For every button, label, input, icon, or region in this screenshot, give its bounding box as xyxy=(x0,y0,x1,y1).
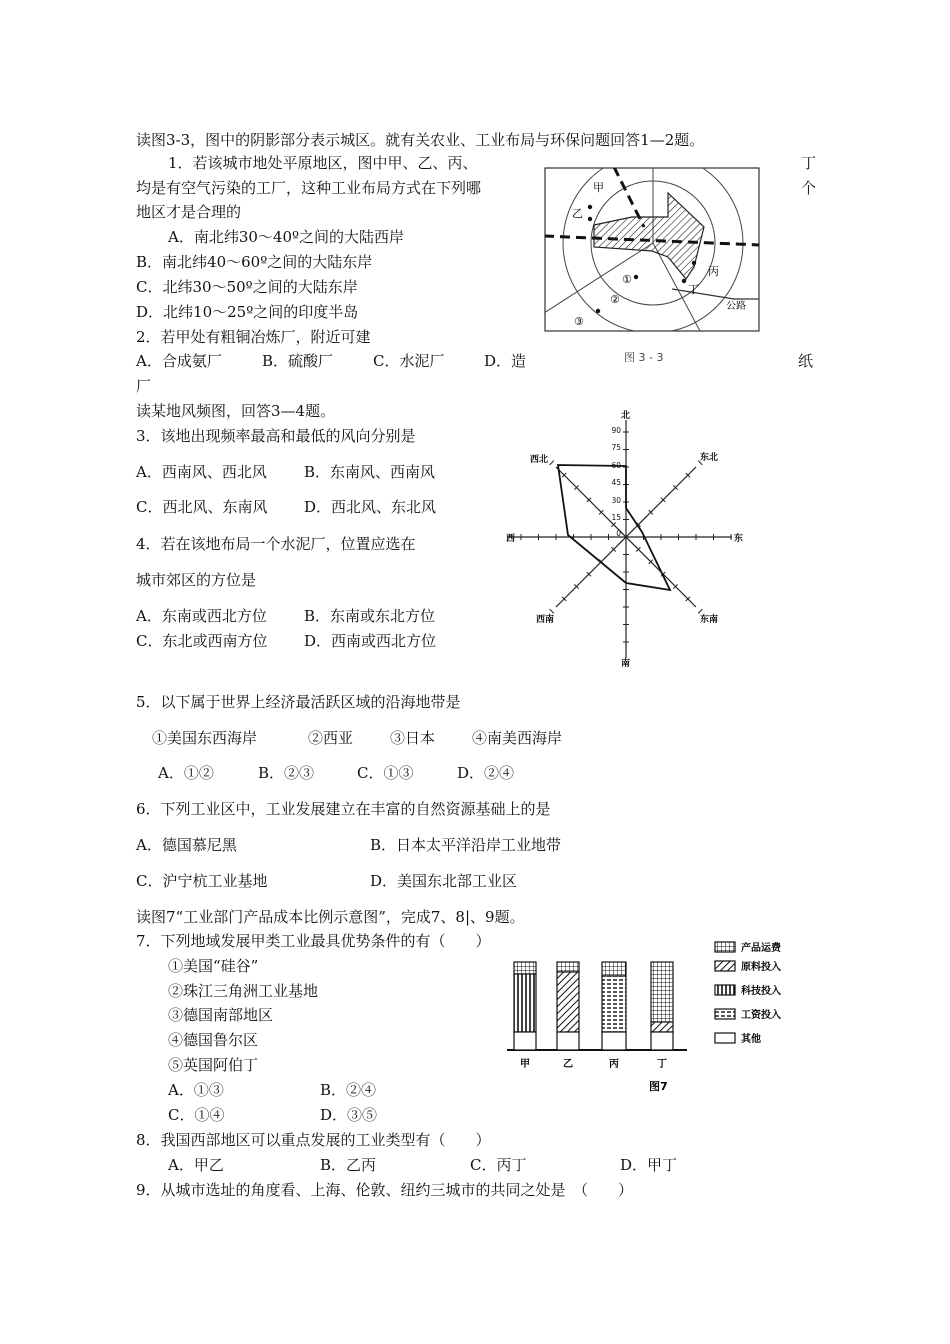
tick-label-0: 0 xyxy=(616,529,621,538)
q1-stem-line3: 地区才是合理的 xyxy=(136,203,242,221)
bar-label-bing: 丙 xyxy=(609,1059,619,1070)
label-bing: 丙 xyxy=(708,265,719,278)
q1-stem-line2-tail: 个 xyxy=(801,179,817,197)
tick-label-30: 30 xyxy=(611,496,621,505)
tick-label-45: 45 xyxy=(611,478,621,487)
q3-option-a: A．西南风、西北风 xyxy=(136,463,267,481)
bar-jia-segment xyxy=(514,962,536,974)
figure-7 xyxy=(505,938,805,1098)
q8-option-d: D．甲丁 xyxy=(620,1156,678,1174)
bar-yi-segment xyxy=(557,1032,579,1050)
legend-swatch-freight xyxy=(715,942,735,952)
q7-item-4: ④德国鲁尔区 xyxy=(168,1031,259,1049)
q5-option-a: A．①② xyxy=(158,764,214,782)
axis-tick xyxy=(550,609,554,613)
legend-label-freight: 产品运费 xyxy=(741,943,781,954)
figure-3-3-caption: 图 3 - 3 xyxy=(624,351,664,364)
intro-fig33: 读图3-3，图中的阴影部分表示城区。就有关农业、工业布局与环保问题回答1—2题。 xyxy=(136,131,705,149)
q3-option-c: C．西北风、东南风 xyxy=(136,498,268,516)
intro-windrose: 读某地风频图，回答3—4题。 xyxy=(136,402,336,420)
bar-bing-segment xyxy=(602,1032,626,1050)
q6-stem: 6．下列工业区中，工业发展建立在丰富的自然资源基础上的是 xyxy=(136,800,551,818)
legend-swatch-other xyxy=(715,1033,735,1043)
q4-stem-line1: 4．若在该地布局一个水泥厂，位置应选在 xyxy=(136,535,416,553)
tick-label-75: 75 xyxy=(611,443,621,452)
q1-option-a: A．南北纬30～40º之间的大陆西岸 xyxy=(168,228,405,246)
q1-option-b: B．南北纬40～60º之间的大陆东岸 xyxy=(136,253,373,271)
tick-label-60: 60 xyxy=(611,461,621,470)
q7-item-2: ②珠江三角洲工业基地 xyxy=(168,982,319,1000)
q2-option-d-tail: 纸 xyxy=(798,352,814,370)
dir-southeast: 东南 xyxy=(700,615,719,625)
factory-dot xyxy=(682,279,686,283)
q7-option-d: D．③⑤ xyxy=(320,1106,378,1124)
q3-stem: 3．该地出现频率最高和最低的风向分别是 xyxy=(136,427,416,445)
q4-option-a: A．东南或西北方位 xyxy=(136,607,267,625)
q6-option-d: D．美国东北部工业区 xyxy=(370,872,518,890)
legend-swatch-raw-material xyxy=(715,961,735,971)
q2-option-b: B．硫酸厂 xyxy=(262,352,334,370)
factory-dot xyxy=(596,309,600,313)
q4-option-b: B．东南或东北方位 xyxy=(304,607,436,625)
bar-ding-segment xyxy=(651,1022,673,1032)
bar-yi-segment xyxy=(557,972,579,1032)
tick-label-90: 90 xyxy=(611,426,621,435)
bar-bing-segment xyxy=(602,962,626,976)
q4-stem-line2: 城市郊区的方位是 xyxy=(136,571,257,589)
factory-dot xyxy=(634,275,638,279)
q1-stem-line1-tail: 丁 xyxy=(801,154,817,172)
q5-option-d: D．②④ xyxy=(457,764,515,782)
q6-option-b: B．日本太平洋沿岸工业地带 xyxy=(370,836,562,854)
bar-bing-segment xyxy=(602,976,626,1032)
q2-option-d: D．造 xyxy=(484,352,527,370)
zone-1-label: ① xyxy=(622,273,632,286)
q9-stem: 9．从城市选址的角度看、上海、伦敦、纽约三城市的共同之处是 （ ） xyxy=(136,1181,634,1199)
q5-item-2: ②西亚 xyxy=(308,729,354,747)
dir-east: 东 xyxy=(734,534,744,544)
dir-southwest: 西南 xyxy=(536,615,555,625)
label-jia: 甲 xyxy=(593,181,604,194)
q5-option-b: B．②③ xyxy=(258,764,315,782)
dir-northeast: 东北 xyxy=(700,453,719,463)
tick-label-15: 15 xyxy=(611,513,621,522)
q7-option-a: A．①③ xyxy=(168,1081,224,1099)
q8-option-a: A．甲乙 xyxy=(168,1156,224,1174)
figure-3-3 xyxy=(544,167,760,367)
bar-jia-segment xyxy=(514,974,536,1032)
q5-stem: 5．以下属于世界上经济最活跃区域的沿海地带是 xyxy=(136,693,461,711)
bar-label-jia: 甲 xyxy=(520,1059,530,1070)
dir-west: 西 xyxy=(506,534,516,544)
q1-option-c: C．北纬30～50º之间的大陆东岸 xyxy=(136,278,358,296)
legend-label-other: 其他 xyxy=(741,1034,761,1045)
q5-option-c: C．①③ xyxy=(357,764,414,782)
zone-2-label: ② xyxy=(610,293,620,306)
factory-dot xyxy=(692,261,696,265)
q5-item-4: ④南美西海岸 xyxy=(472,729,563,747)
bar-jia-segment xyxy=(514,1032,536,1050)
q3-option-d: D．西北风、东北风 xyxy=(304,498,437,516)
intro-fig7: 读图7“工业部门产品成本比例示意图”，完成7、8|、9题。 xyxy=(136,908,525,926)
q4-option-d: D．西南或西北方位 xyxy=(304,632,437,650)
q1-stem-line2: 均是有空气污染的工厂，这种工业布局方式在下列哪 xyxy=(136,179,482,197)
dir-south: 南 xyxy=(621,659,631,669)
q7-option-b: B．②④ xyxy=(320,1081,377,1099)
q6-option-c: C．沪宁杭工业基地 xyxy=(136,872,268,890)
q2-option-a: A．合成氨厂 xyxy=(136,352,222,370)
legend-swatch-technology xyxy=(715,985,735,995)
q8-stem: 8．我国西部地区可以重点发展的工业类型有（ ） xyxy=(136,1131,491,1149)
q1-option-d: D．北纬10～25º之间的印度半岛 xyxy=(136,303,359,321)
legend-label-wages: 工资投入 xyxy=(741,1010,781,1021)
legend-label-technology: 科技投入 xyxy=(741,986,781,997)
legend-label-raw-material: 原料投入 xyxy=(741,962,781,973)
bar-ding-segment xyxy=(651,962,673,1022)
q2-stem: 2．若甲处有粗铜冶炼厂，附近可建 xyxy=(136,328,371,346)
q5-item-1: ①美国东西海岸 xyxy=(152,729,258,747)
bar-label-ding: 丁 xyxy=(657,1059,667,1070)
label-ding: 丁 xyxy=(688,283,699,296)
bar-label-yi: 乙 xyxy=(563,1059,573,1070)
wind-rose xyxy=(500,408,750,670)
q7-item-5: ⑤英国阿伯丁 xyxy=(168,1056,259,1074)
axis-tick xyxy=(698,609,702,613)
figure-7-caption: 图7 xyxy=(649,1080,668,1093)
q8-option-b: B．乙丙 xyxy=(320,1156,377,1174)
q1-stem-line1: 1．若该城市地处平原地区，图中甲、乙、丙、 xyxy=(168,154,478,172)
axis-tick xyxy=(550,461,554,465)
q7-item-1: ①美国“硅谷” xyxy=(168,957,259,975)
label-yi: 乙 xyxy=(572,207,583,220)
q2-option-c: C．水泥厂 xyxy=(373,352,445,370)
dir-northwest: 西北 xyxy=(530,455,549,465)
q3-option-b: B．东南风、西南风 xyxy=(304,463,436,481)
q5-item-3: ③日本 xyxy=(390,729,436,747)
q2-option-d-wrap: 厂 xyxy=(136,377,152,395)
q7-stem: 7．下列地域发展甲类工业最具优势条件的有（ ） xyxy=(136,932,491,950)
bar-ding-segment xyxy=(651,1032,673,1050)
bar-yi-segment xyxy=(557,962,579,972)
q6-option-a: A．德国慕尼黑 xyxy=(136,836,237,854)
factory-dot xyxy=(588,217,592,221)
zone-3-label: ③ xyxy=(574,315,584,328)
q7-option-c: C．①④ xyxy=(168,1106,225,1124)
label-road: 公路 xyxy=(726,301,746,312)
q4-option-c: C．东北或西南方位 xyxy=(136,632,268,650)
legend-swatch-wages xyxy=(715,1009,735,1019)
q7-item-3: ③德国南部地区 xyxy=(168,1006,274,1024)
q8-option-c: C．丙丁 xyxy=(470,1156,527,1174)
dir-north: 北 xyxy=(621,411,631,421)
factory-dot xyxy=(588,205,592,209)
